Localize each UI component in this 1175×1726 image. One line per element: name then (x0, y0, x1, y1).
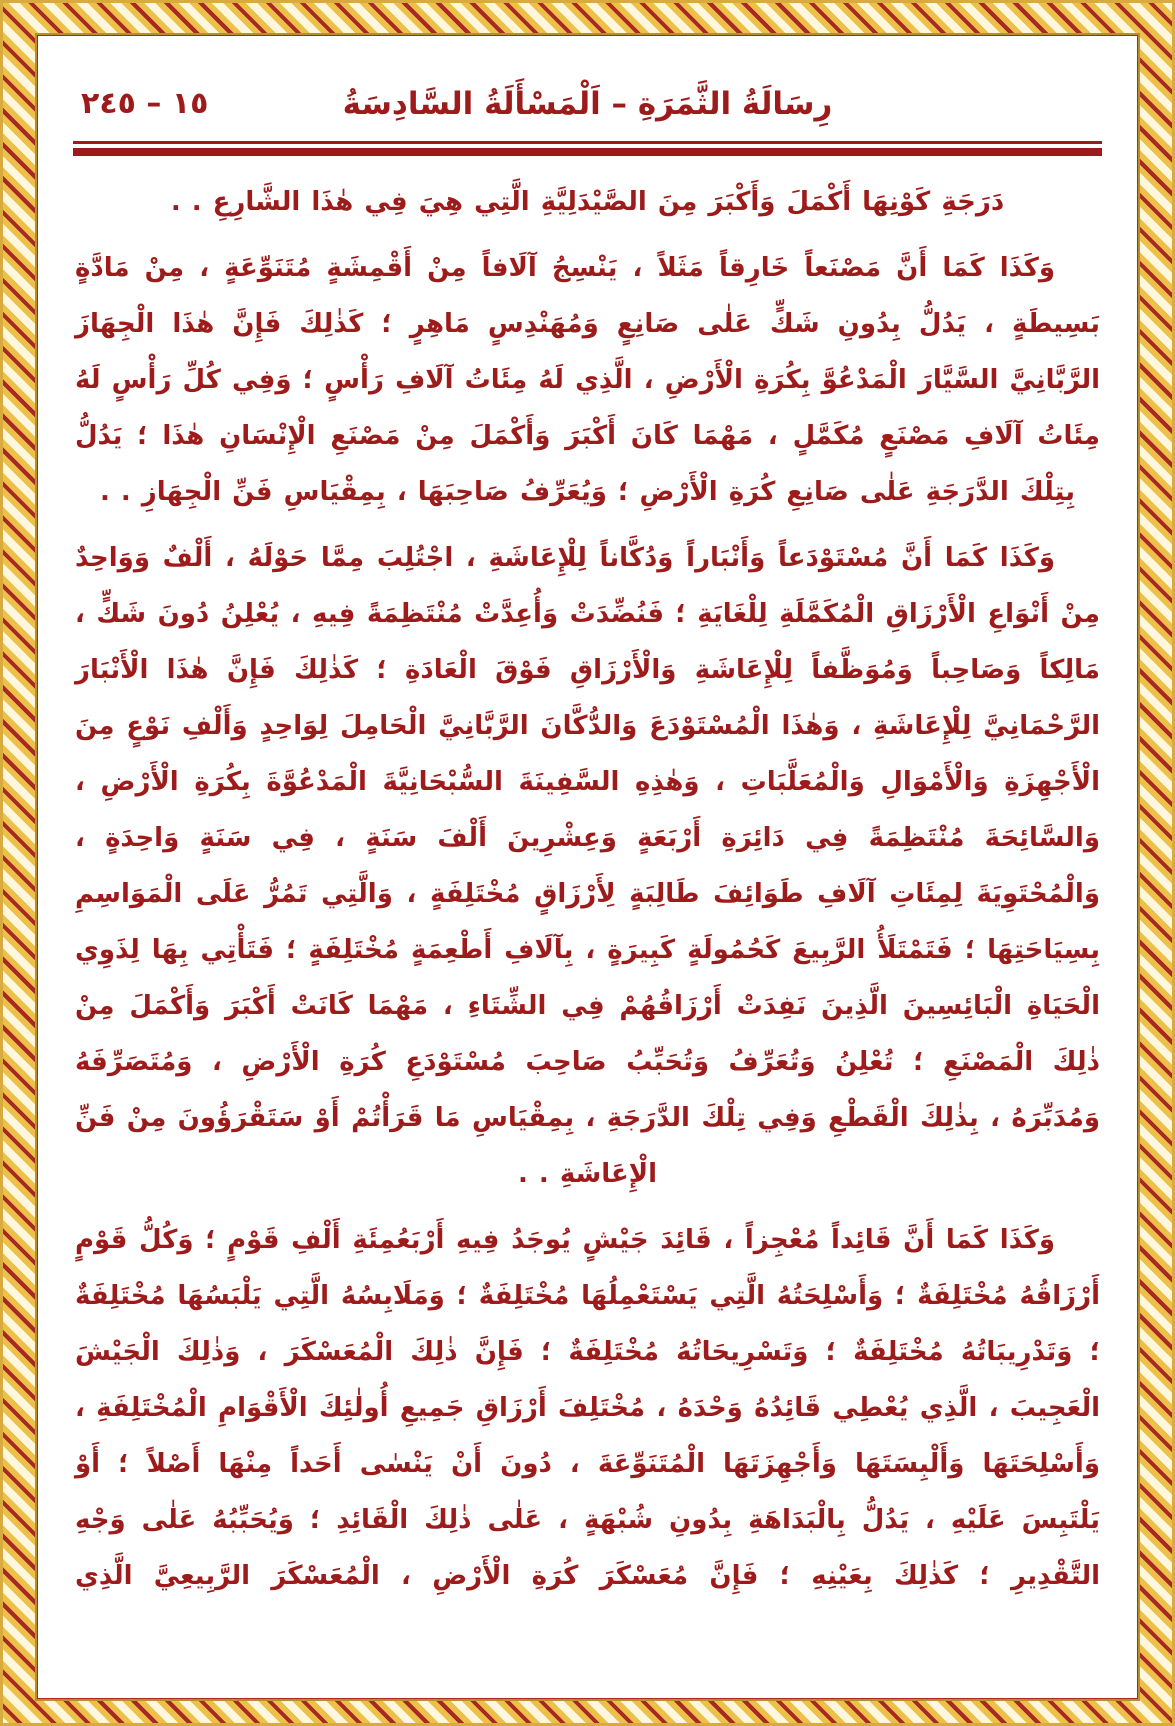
paragraph-4: وَكَذَا كَمَا أَنَّ قَائِداً مُعْجِزاً ، قَائِدَ جَيْشٍ يُوجَدُ فِيهِ أَرْبَعُمِئَةِ أَلْفِ قَوْمٍ ؛ وَكُلُّ قَوْمٍ أَرْزَاقُهُ مُخْتَلِفَةٌ ؛ وَأَسْلِحَتُهُ الَّتِي يَسْتَعْمِلُهَا مُخْتَلِفَةٌ ؛ وَمَلَابِسُهُ الَّتِي يَلْبَسُهَا مُخْتَلِفَةٌ ؛ وَتَدْرِيبَاتُهُ مُخْتَلِفَةٌ ؛ وَتَسْرِيحَاتُهُ مُخْتَلِفَةٌ ؛ فَإِنَّ ذٰلِكَ الْمُعَسْكَرَ ، وَذٰلِكَ الْجَيْشَ الْعَجِيبَ ، الَّذِي يُعْطِي قَائِدُهُ وَحْدَهُ ، مُخْتَلِفَ أَرْزَاقِ جَمِيعِ أُولٰئِكَ الْأَقْوَامِ الْمُخْتَلِفَةِ ، وَأَسْلِحَتَهَا وَأَلْبِسَتَهَا وَأَجْهِزَتَهَا الْمُتَنَوِّعَةَ ، دُونَ أَنْ يَنْسٰى أَحَداً مِنْهَا أَصْلاً ؛ أَوْ يَلْتَبِسَ عَلَيْهِ ، يَدُلُّ بِالْبَدَاهَةِ بِدُونِ شُبْهَةٍ ، عَلٰى ذٰلِكَ الْقَائِدِ ؛ وَيُحَبِّبُهُ عَلٰى وَجْهِ التَّقْدِيرِ ؛ كَذٰلِكَ بِعَيْنِهِ ؛ فَإِنَّ مُعَسْكَرَ كُرَةِ الْأَرْضِ ، الْمُعَسْكَرَ الرَّبِيعِيَّ الَّذِي (75, 1225, 1100, 1591)
divider-thick-line (73, 148, 1102, 156)
body-text (71, 170, 1104, 1604)
header-divider (73, 141, 1102, 156)
manuscript-page (35, 33, 1140, 1701)
paragraph-2: وَكَذَا كَمَا أَنَّ مَصْنَعاً خَارِقاً مَثَلاً ، يَنْسِجُ آلَافاً مِنْ أَقْمِشَةٍ مُتَنَوِّعَةٍ ، مِنْ مَادَّةٍ بَسِيطَةٍ ، يَدُلُّ بِدُونِ شَكٍّ عَلٰى صَانِعٍ وَمُهَنْدِسٍ مَاهِرٍ ؛ كَذٰلِكَ فَإِنَّ هٰذَا الْجِهَازَ الرَّبَّانِيَّ السَّيَّارَ الْمَدْعُوَّ بِكُرَةِ الْأَرْضِ ، الَّذِي لَهُ مِئَاتُ آلَافِ رَأْسٍ ؛ وَفِي كُلِّ رَأْسٍ لَهُ مِئَاتُ آلَافِ مَصْنَعٍ مُكَمَّلٍ ، مَهْمَا كَانَ أَكْبَرَ وَأَكْمَلَ مِنْ مَصْنَعِ الْإِنْسَانِ هٰذَا ؛ يَدُلُّ بِتِلْكَ الدَّرَجَةِ عَلٰى صَانِعِ كُرَةِ الْأَرْضِ ؛ وَيُعَرِّفُ صَاحِبَهَا ، بِمِقْيَاسِ فَنِّ الْجِهَازِ . . (75, 253, 1100, 507)
paragraph-1: دَرَجَةِ كَوْنِهَا أَكْمَلَ وَأَكْبَرَ مِنَ الصَّيْدَلِيَّةِ الَّتِي هِيَ فِي هٰذَا الشَّارِعِ . . (170, 187, 1005, 217)
page-title: رِسَالَةُ الثَّمَرَةِ – اَلْمَسْأَلَةُ السَّادِسَةُ (342, 86, 833, 122)
page-number: ١٥ – ٢٤٥ (81, 86, 209, 121)
paragraph-3: وَكَذَا كَمَا أَنَّ مُسْتَوْدَعاً وَأَنْبَاراً وَدُكَّاناً لِلْإِعَاشَةِ ، اجْتُلِبَ مِمَّا حَوْلَهُ ، أَلْفٌ وَوَاحِدٌ مِنْ أَنْوَاعِ الْأَرْزَاقِ الْمُكَمَّلَةِ لِلْغَايَةِ ؛ فَنُضِّدَتْ وَأُعِدَّتْ مُنْتَظِمَةً فِيهِ ، يُعْلِنُ دُونَ شَكٍّ ، مَالِكاً وَصَاحِباً وَمُوَظَّفاً لِلْإِعَاشَةِ وَالْأَرْزَاقِ فَوْقَ الْعَادَةِ ؛ كَذٰلِكَ فَإِنَّ هٰذَا الْأَنْبَارَ الرَّحْمَانِيَّ لِلْإِعَاشَةِ ، وَهٰذَا الْمُسْتَوْدَعَ وَالدُّكَّانَ الرَّبَّانِيَّ الْحَامِلَ لِوَاحِدٍ وَأَلْفِ نَوْعٍ مِنَ الْأَجْهِزَةِ وَالْأَمْوَالِ وَالْمُعَلَّبَاتِ ، وَهٰذِهِ السَّفِينَةَ السُّبْحَانِيَّةَ الْمَدْعُوَّةَ بِكُرَةِ الْأَرْضِ ، وَالسَّائِحَةَ مُنْتَظِمَةً فِي دَائِرَةِ أَرْبَعَةٍ وَعِشْرِينَ أَلْفَ سَنَةٍ ، فِي سَنَةٍ وَاحِدَةٍ ، وَالْمُحْتَوِيَةَ لِمِئَاتِ آلَافِ طَوَائِفَ طَالِبَةٍ لِأَرْزَاقٍ مُخْتَلِفَةٍ ، وَالَّتِي تَمُرُّ عَلَى الْمَوَاسِمِ بِسِيَاحَتِهَا ؛ فَتَمْتَلَأُ الرَّبِيعَ كَحُمُولَةٍ كَبِيرَةٍ ، بِآلَافِ أَطْعِمَةٍ مُخْتَلِفَةٍ ؛ فَتَأْتِي بِهَا لِذَوِي الْحَيَاةِ الْبَائِسِينَ الَّذِينَ نَفِدَتْ أَرْزَاقُهُمْ فِي الشِّتَاءِ ، مَهْمَا كَانَتْ أَكْبَرَ وَأَكْمَلَ مِنْ ذٰلِكَ الْمَصْنَعِ ؛ تُعْلِنُ وَتُعَرِّفُ وَتُحَبِّبُ صَاحِبَ مُسْتَوْدَعِ كُرَةِ الْأَرْضِ ، وَمُتَصَرِّفَهُ وَمُدَبِّرَهُ ، بِذٰلِكَ الْقَطْعِ وَفِي تِلْكَ الدَّرَجَةِ ، بِمِقْيَاسِ مَا قَرَأْتُمْ أَوْ سَتَقْرَؤُونَ مِنْ فَنِّ الْإِعَاشَةِ . . (75, 543, 1100, 1189)
page-header (71, 75, 1104, 133)
